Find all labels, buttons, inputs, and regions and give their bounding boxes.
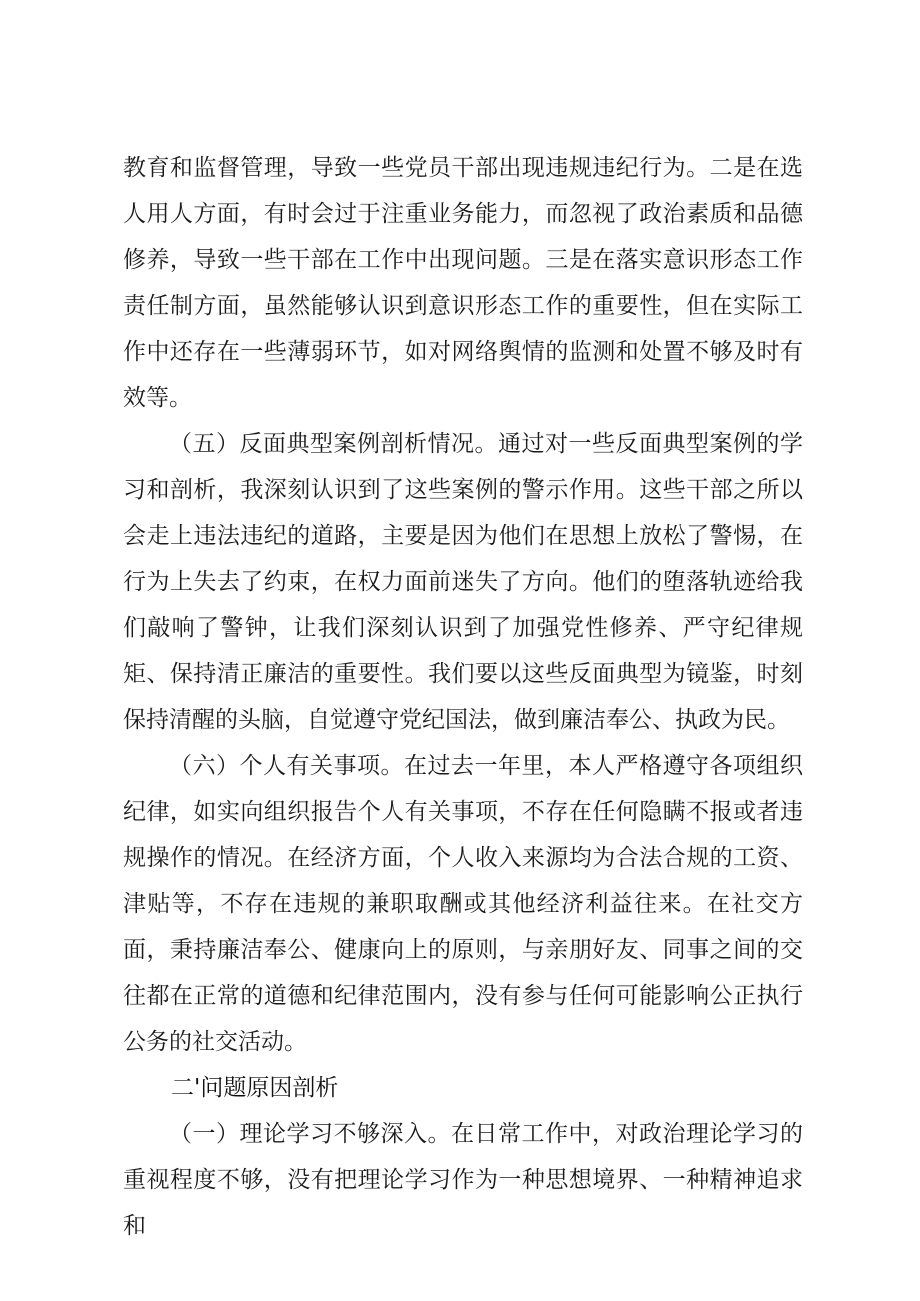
- paragraph-personal-matters: （六）个人有关事项。在过去一年里，本人严格遵守各项组织纪律，如实向组织报告个人有关事项，不存在任何隐瞒不报或者违规操作的情况。在经济方面，个人收入来源均为合法合规的工资、津贴等，不存在违规的兼职取酬或其他经济利益往来。在社交方面，秉持廉洁奉公、健康向上的原则，与亲朋好友、同事之间的交往都在正常的道德和纪律范围内，没有参与任何可能影响公正执行公务的社交活动。: [123, 753, 803, 1055]
- paragraph-negative-case-analysis: （五）反面典型案例剖析情况。通过对一些反面典型案例的学习和剖析，我深刻认识到了这些案例的警示作用。这些干部之所以会走上违法违纪的道路，主要是因为他们在思想上放松了警惕，在行为上失去了约束，在权力面前迷失了方向。他们的堕落轨迹给我们敲响了警钟，让我们深刻认识到了加强党性修养、严守纪律规矩、保持清正廉洁的重要性。我们要以这些反面典型为镜鉴，时刻保持清醒的头脑，自觉遵守党纪国法，做到廉洁奉公、执政为民。: [123, 431, 803, 733]
- paragraph-theory-study: （一）理论学习不够深入。在日常工作中，对政治理论学习的重视程度不够，没有把理论学习作为一种思想境界、一种精神追求和: [123, 1121, 803, 1239]
- paragraph-continuation: 教育和监督管理，导致一些党员干部出现违规违纪行为。二是在选人用人方面，有时会过于注重业务能力，而忽视了政治素质和品德修养，导致一些干部在工作中出现问题。三是在落实意识形态工作责任制方面，虽然能够认识到意识形态工作的重要性，但在实际工作中还存在一些薄弱环节，如对网络舆情的监测和处置不够及时有效等。: [123, 155, 803, 411]
- document-body: [123, 145, 803, 1249]
- section-heading-problem-causes: 二'问题原因剖析: [171, 1075, 339, 1101]
